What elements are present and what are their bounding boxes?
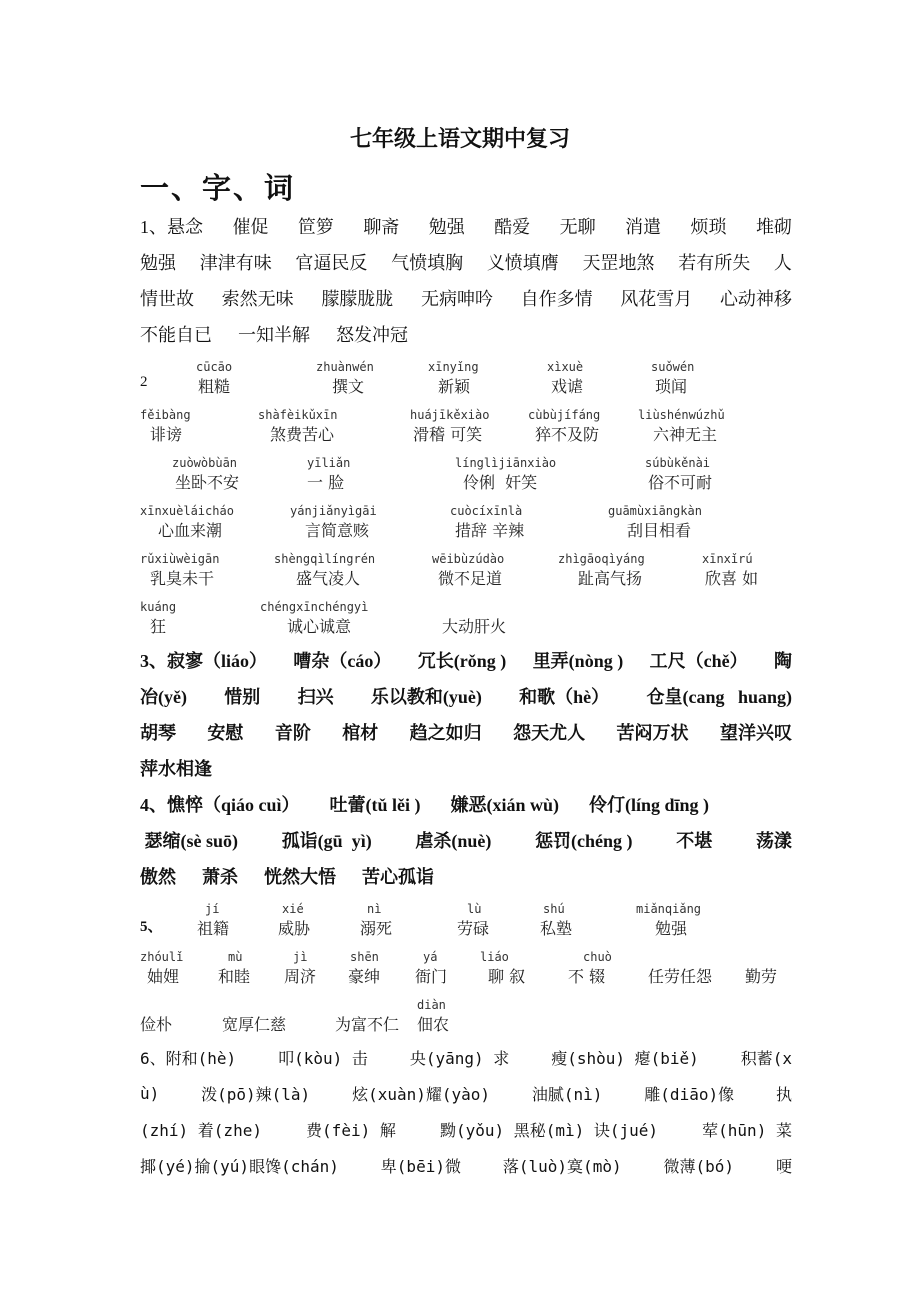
section6-line [140, 1153, 792, 1177]
vocab-word: 冶(yě) [140, 687, 187, 707]
vocab-word: 不能自已 [140, 325, 212, 345]
pinyin-annotation: huájīkěxiào [410, 408, 490, 422]
pinyin-annotation: xīnxuèláicháo [140, 504, 234, 518]
vocab-word: 伶仃(líng dīng ) [589, 795, 710, 815]
pinyin-annotation: jì [293, 950, 308, 964]
section6-line [140, 1045, 792, 1069]
pinyin-annotation: kuáng [140, 600, 177, 614]
section6-line [140, 1117, 792, 1141]
vocab-word: 聊 叙 [488, 967, 526, 986]
vocab-word: 冗长(rǒng ) [417, 651, 507, 671]
vocab-word: 望洋兴叹 [719, 723, 792, 743]
vocab-word: 心血来潮 [158, 521, 223, 540]
pinyin-annotation: miǎnqiǎng [636, 902, 702, 916]
pinyin-annotation: wēibùzúdào [432, 552, 505, 566]
pinyin-annotation: línglìjiānxiào [455, 456, 557, 470]
vocab-word: 趾高气扬 [578, 569, 643, 588]
vocab-word: 3、寂寥（liáo） [140, 651, 268, 671]
section3-line [140, 684, 792, 708]
pinyin-annotation: cūcāo [196, 360, 233, 374]
vocab-word: 粗糙 [198, 377, 231, 396]
pinyin-annotation: suǒwén [651, 360, 695, 374]
vocab-word: 1、悬念 [140, 217, 203, 237]
vocab-word: 私塾 [540, 919, 573, 938]
vocab-word: 揶(yé)揄(yú)眼馋(chán) [140, 1156, 339, 1176]
vocab-word: 自作多情 [520, 289, 593, 309]
pinyin-annotation: shàfèikǔxīn [258, 408, 338, 422]
vocab-word: 笸箩 [297, 217, 334, 237]
vocab-word: 义愤填膺 [486, 253, 559, 273]
vocab-word: 新颖 [438, 377, 471, 396]
vocab-word: 豪绅 [348, 967, 381, 986]
vocab-word: 嘈杂（cáo） [293, 651, 392, 671]
section4-line [140, 864, 792, 888]
pinyin-annotation: shēn [350, 950, 379, 964]
vocab-word: 哽 [775, 1156, 792, 1176]
vocab-word: 萍水相逢 [140, 759, 212, 779]
pinyin-annotation: cuòcíxīnlà [450, 504, 523, 518]
vocab-word: 琐闻 [655, 377, 688, 396]
vocab-word: 煞费苦心 [270, 425, 335, 444]
vocab-word: 陶 [773, 651, 792, 671]
vocab-word: 催促 [232, 217, 269, 237]
vocab-word: 卑(bēi)微 [380, 1156, 461, 1176]
vocab-word: 堆砌 [755, 217, 792, 237]
vocab-word: 烦琐 [690, 217, 727, 237]
section-heading: 一、字、词 [140, 173, 296, 205]
vocab-word: 天罡地煞 [582, 253, 655, 273]
item-number-5: 5、 [140, 919, 163, 935]
vocab-word: 积蓄(x [740, 1048, 792, 1068]
vocab-word: 威胁 [278, 919, 311, 938]
vocab-word: 勉强 [655, 919, 688, 938]
vocab-word: 6、附和(hè) [140, 1048, 237, 1068]
vocab-word: 狂 [150, 617, 167, 636]
section4-line [140, 792, 792, 816]
pinyin-annotation: shú [543, 902, 565, 916]
vocab-word: 衙门 [415, 967, 448, 986]
vocab-word: 苦闷万状 [616, 723, 689, 743]
vocab-word: 苦心孤诣 [362, 867, 434, 887]
section3-line [140, 720, 792, 744]
vocab-word: 溺死 [360, 919, 393, 938]
pinyin-annotation: xìxuè [547, 360, 584, 374]
vocab-word: 刮目相看 [627, 521, 692, 540]
vocab-word: 勤劳 [745, 967, 778, 986]
vocab-word: 怨天尤人 [513, 723, 586, 743]
vocab-word: 伶俐 奸笑 [463, 473, 538, 492]
section6-line [140, 1081, 792, 1105]
vocab-word: 欣喜 如 [705, 569, 759, 588]
vocab-word: 无聊 [559, 217, 596, 237]
vocab-word: 若有所失 [678, 253, 751, 273]
vocab-word: 俭朴 [140, 1015, 173, 1034]
vocab-word: 吐蕾(tǔ lěi ) [329, 795, 421, 815]
page-title: 七年级上语文期中复习 [349, 126, 570, 151]
pinyin-annotation: zuòwòbùān [172, 456, 238, 470]
vocab-word: 俗不可耐 [648, 473, 713, 492]
vocab-word: 消遣 [625, 217, 662, 237]
vocab-word: 猝不及防 [535, 425, 600, 444]
vocab-word: 惩罚(chéng ) [535, 831, 633, 851]
pinyin-annotation: mù [228, 950, 243, 964]
vocab-word: 宽厚仁慈 [222, 1015, 287, 1034]
vocab-word: 诚心诚意 [287, 617, 352, 636]
vocab-word: 惜别 [224, 687, 261, 707]
vocab-word: 劳碌 [457, 919, 490, 938]
vocab-word: 官逼民反 [295, 253, 368, 273]
vocab-word: 执 [775, 1084, 792, 1104]
pinyin-annotation: fěibàng [140, 408, 191, 422]
vocab-word: 盛气凌人 [296, 569, 361, 588]
vocab-word: 里弄(nòng ) [532, 651, 624, 671]
vocab-word: 措辞 辛辣 [455, 521, 525, 540]
vocab-word: 落(luò)寞(mò) [502, 1156, 622, 1176]
pinyin-annotation: yīliǎn [307, 456, 351, 470]
vocab-word: 一 脸 [307, 473, 345, 492]
pinyin-annotation: zhóulǐ [140, 950, 184, 964]
vocab-word: (zhí) 着(zhe) [140, 1120, 262, 1140]
vocab-word: 不 辍 [568, 967, 606, 986]
pinyin-annotation: xīnxǐrú [702, 552, 753, 566]
vocab-word: 滑稽 可笑 [413, 425, 483, 444]
vocab-word: 怒发冲冠 [336, 325, 408, 345]
vocab-word: 仓皇(cang huang) [646, 687, 792, 707]
vocab-word: 黝(yǒu) 黑秘(mì) 诀(jué) [439, 1120, 659, 1140]
vocab-word: 索然无味 [221, 289, 294, 309]
pinyin-annotation: shèngqìlíngrén [274, 552, 376, 566]
vocab-word: 大动肝火 [442, 617, 507, 636]
vocab-word: 心动神移 [719, 289, 792, 309]
pinyin-annotation: liáo [480, 950, 509, 964]
vocab-word: 扫兴 [297, 687, 334, 707]
vocab-word: 任劳任怨 [648, 967, 713, 986]
section1-line [140, 286, 792, 310]
pinyin-annotation: nì [367, 902, 382, 916]
vocab-word: 六神无主 [653, 425, 718, 444]
section3-line [140, 756, 792, 780]
vocab-word: 恍然大悟 [264, 867, 336, 887]
vocab-word: 坐卧不安 [175, 473, 240, 492]
vocab-word: 棺材 [342, 723, 379, 743]
vocab-word: 工尺（chě） [649, 651, 748, 671]
vocab-word: 为富不仁 [335, 1015, 400, 1034]
pinyin-annotation: chéngxīnchéngyì [260, 600, 369, 614]
pinyin-annotation: liùshénwúzhǔ [638, 408, 725, 422]
vocab-word: 乐以教和(yuè) [370, 687, 482, 707]
vocab-word: 和歌（hè） [519, 687, 610, 707]
vocab-word: 戏谑 [551, 377, 584, 396]
pinyin-annotation: yá [423, 950, 438, 964]
vocab-word: 风花雪月 [620, 289, 693, 309]
vocab-word: 情世故 [140, 289, 194, 309]
vocab-word: 泼(pō)辣(là) [201, 1084, 311, 1104]
vocab-word: 叩(kòu) 击 [278, 1048, 368, 1068]
vocab-word: 无病呻吟 [420, 289, 493, 309]
section1-line [140, 214, 792, 238]
vocab-word: 朦朦胧胧 [321, 289, 394, 309]
pinyin-annotation: zhìgāoqìyáng [558, 552, 645, 566]
vocab-word: 炫(xuàn)耀(yào) [352, 1084, 491, 1104]
pinyin-annotation: súbùkěnài [645, 456, 711, 470]
vocab-word: 妯娌 [147, 967, 180, 986]
vocab-word: 4、憔悴（qiáo cuì） [140, 795, 300, 815]
vocab-word: 荤(hūn) 菜 [702, 1120, 792, 1140]
vocab-word: 萧杀 [202, 867, 238, 887]
vocab-word: 虐杀(nuè) [415, 831, 492, 851]
vocab-word: 不堪 [676, 831, 713, 851]
vocab-word: 乳臭未干 [150, 569, 215, 588]
section1-line [140, 250, 792, 274]
vocab-word: 嫌恶(xián wù) [450, 795, 560, 815]
pinyin-annotation: xié [282, 902, 304, 916]
pinyin-annotation: diàn [417, 998, 446, 1012]
pinyin-annotation: lù [467, 902, 482, 916]
vocab-word: 聊斋 [363, 217, 400, 237]
vocab-word: 油腻(nì) [531, 1084, 603, 1104]
pinyin-annotation: zhuànwén [316, 360, 374, 374]
vocab-word: 安慰 [207, 723, 244, 743]
vocab-word: 微不足道 [438, 569, 503, 588]
vocab-word: 胡琴 [140, 723, 176, 743]
vocab-word: 勉强 [140, 253, 176, 273]
pinyin-annotation: cùbùjífáng [528, 408, 601, 422]
vocab-word: 雕(diāo)像 [644, 1084, 735, 1104]
vocab-word: 瑟缩(sè suō) [140, 831, 238, 851]
vocab-word: 佃农 [417, 1015, 450, 1034]
section1-line [140, 322, 792, 346]
vocab-word: 周济 [284, 967, 317, 986]
item-number-2: 2 [140, 374, 148, 390]
pinyin-annotation: yánjiǎnyìgāi [290, 504, 377, 518]
vocab-word: 祖籍 [197, 919, 230, 938]
pinyin-annotation: guāmùxiāngkàn [608, 504, 702, 518]
vocab-word: 撰文 [332, 377, 365, 396]
pinyin-annotation: rǔxiùwèigān [140, 552, 220, 566]
vocab-word: 和睦 [218, 967, 251, 986]
vocab-word: 诽谤 [150, 425, 183, 444]
pinyin-annotation: jí [205, 902, 220, 916]
vocab-word: 人 [773, 253, 792, 273]
vocab-word: 傲然 [140, 867, 176, 887]
vocab-word: 荡漾 [755, 831, 792, 851]
pinyin-annotation: chuò [583, 950, 612, 964]
vocab-word: 微薄(bó) [663, 1156, 735, 1176]
vocab-word: 瘦(shòu) 瘪(biě) [551, 1048, 699, 1068]
vocab-word: 言简意赅 [305, 521, 370, 540]
vocab-word: 孤诣(gū yì) [281, 831, 372, 851]
vocab-word: 趋之如归 [409, 723, 482, 743]
vocab-word: 津津有味 [199, 253, 272, 273]
vocab-word: 一知半解 [238, 325, 310, 345]
pinyin-annotation: xīnyǐng [428, 360, 479, 374]
vocab-word: 勉强 [428, 217, 465, 237]
vocab-word: 酷爱 [494, 217, 531, 237]
vocab-word: 气愤填胸 [391, 253, 464, 273]
vocab-word: 音阶 [274, 723, 311, 743]
vocab-word: 费(fèi) 解 [306, 1120, 396, 1140]
vocab-word: 央(yāng) 求 [409, 1048, 510, 1068]
section3-line [140, 648, 792, 672]
vocab-word: ù) [140, 1083, 160, 1103]
section4-line [140, 828, 792, 852]
